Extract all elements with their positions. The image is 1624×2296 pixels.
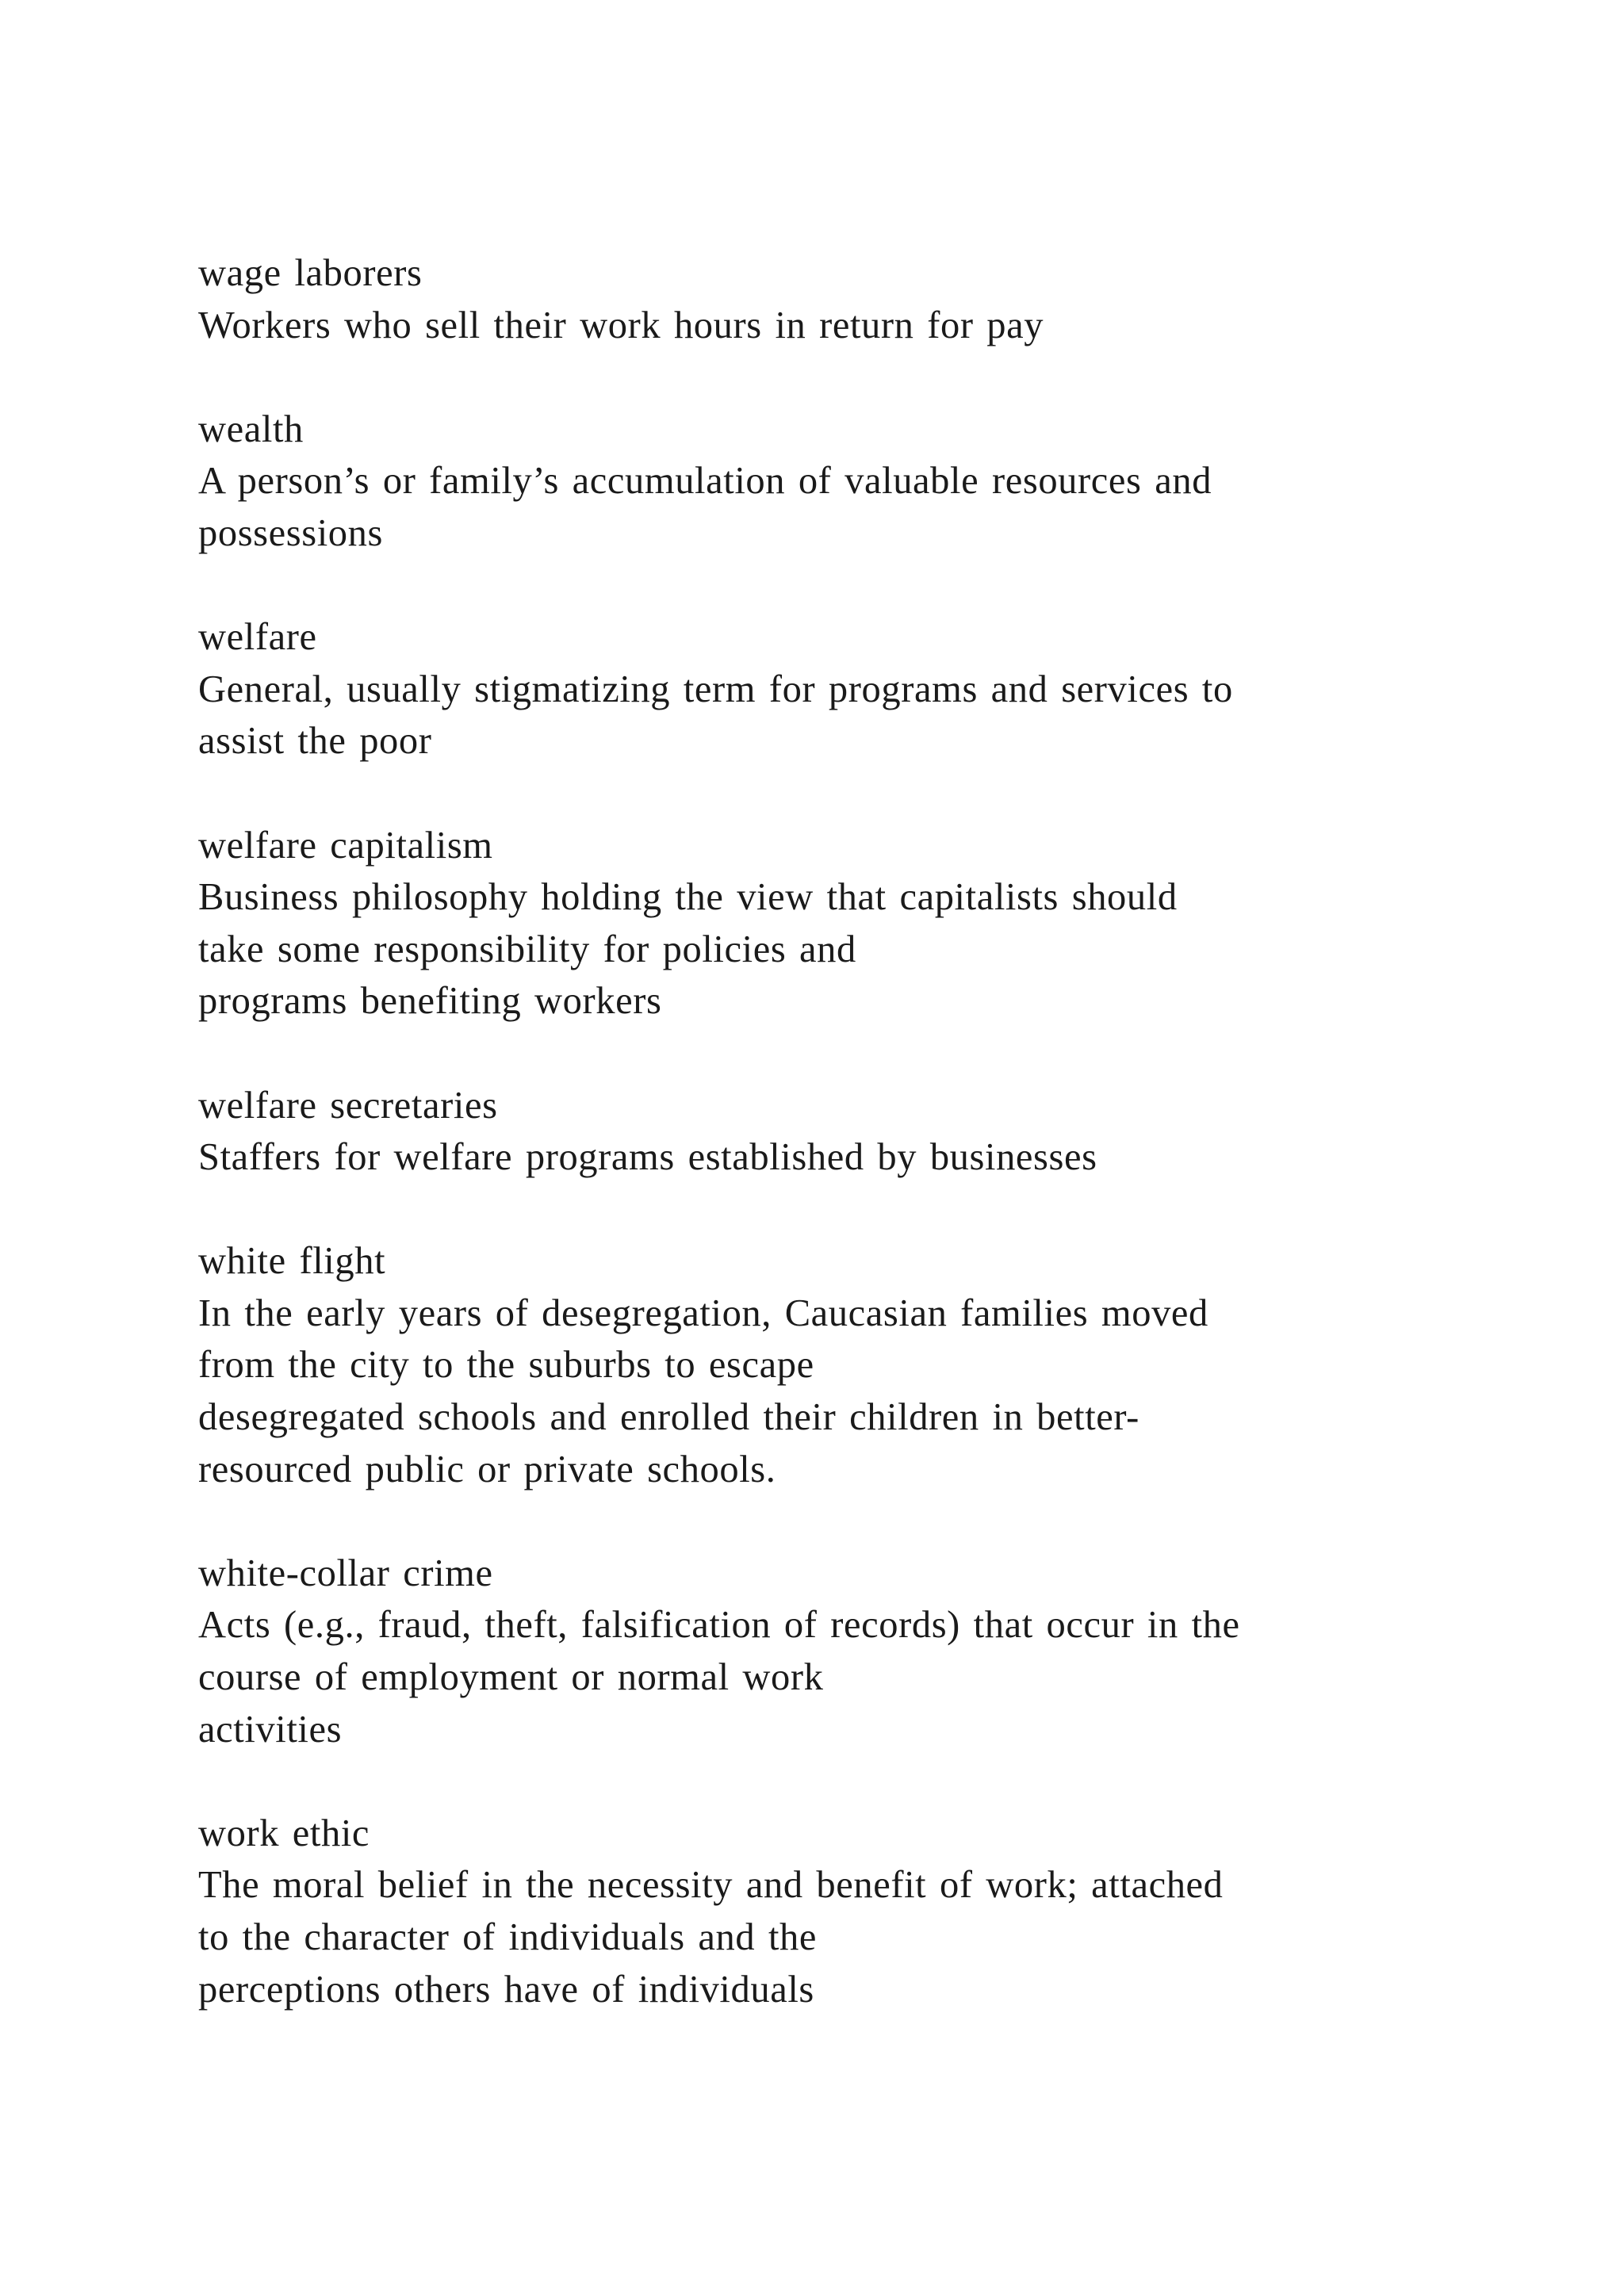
- glossary-term: welfare: [198, 616, 317, 659]
- definition-line: course of employment or normal work: [198, 1656, 824, 1699]
- definition-line: Business philosophy holding the view that capitalists should: [198, 876, 1178, 919]
- definition-line: In the early years of desegregation, Caucasian families moved: [198, 1292, 1208, 1334]
- glossary-entry: [198, 247, 1530, 351]
- definition-line: possessions: [198, 511, 383, 554]
- glossary-term: white flight: [198, 1240, 386, 1283]
- definition-line: to the character of individuals and the: [198, 1916, 818, 1958]
- definition-line: resourced public or private schools.: [198, 1448, 776, 1490]
- definition-line: assist the poor: [198, 720, 432, 763]
- glossary-term: welfare secretaries: [198, 1084, 498, 1127]
- document-page: [198, 247, 1530, 2068]
- glossary-term: white-collar crime: [198, 1552, 493, 1594]
- definition-line: Acts (e.g., fraud, theft, falsification of records) that occur in the: [198, 1604, 1240, 1647]
- glossary-term: wage laborers: [198, 252, 423, 294]
- glossary-entry: [198, 820, 1530, 1027]
- definition-line: Workers who sell their work hours in return for pay: [198, 304, 1044, 346]
- definition-line: take some responsibility for policies and: [198, 928, 856, 970]
- glossary-term: welfare capitalism: [198, 824, 493, 867]
- glossary-entry: [198, 1548, 1530, 1755]
- definition-line: activities: [198, 1708, 343, 1751]
- definition-line: General, usually stigmatizing term for programs and services to: [198, 668, 1233, 710]
- definition-line: The moral belief in the necessity and benefit of work; attached: [198, 1864, 1224, 1907]
- glossary-entry: [198, 1235, 1530, 1495]
- glossary-entry: [198, 1808, 1530, 2015]
- glossary-term: work ethic: [198, 1812, 370, 1854]
- glossary-entry: [198, 611, 1530, 767]
- glossary-entry: [198, 1080, 1530, 1184]
- definition-line: from the city to the suburbs to escape: [198, 1344, 814, 1387]
- definition-line: desegregated schools and enrolled their children in better-: [198, 1396, 1139, 1439]
- glossary-entry: [198, 404, 1530, 560]
- definition-line: Staffers for welfare programs established by businesses: [198, 1136, 1097, 1179]
- definition-line: perceptions others have of individuals: [198, 1968, 814, 2011]
- glossary-term: wealth: [198, 408, 304, 450]
- definition-line: programs benefiting workers: [198, 980, 662, 1023]
- definition-line: A person’s or family’s accumulation of valuable resources and: [198, 460, 1212, 503]
